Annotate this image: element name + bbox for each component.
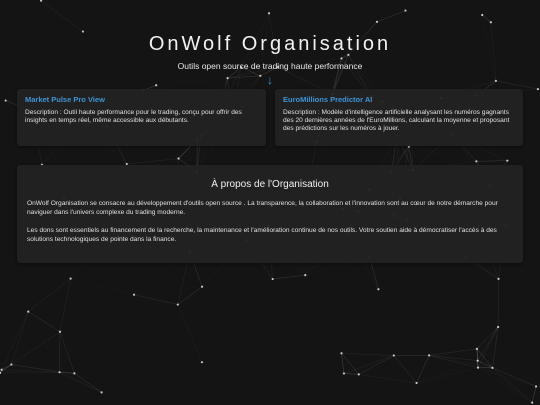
network-node xyxy=(475,160,477,162)
project-title[interactable]: EuroMillions Predictor AI xyxy=(283,95,373,104)
network-line xyxy=(11,332,60,365)
network-line xyxy=(492,368,532,403)
network-node xyxy=(495,80,497,82)
network-line xyxy=(429,327,498,355)
network-node xyxy=(27,311,29,313)
network-node xyxy=(59,331,61,333)
network-node xyxy=(477,360,479,362)
network-line xyxy=(496,81,538,89)
network-line xyxy=(342,289,379,353)
project-title[interactable]: Market Pulse Pro View xyxy=(25,95,105,104)
network-node xyxy=(133,294,135,296)
network-line xyxy=(344,356,394,374)
network-line xyxy=(305,275,378,289)
network-node xyxy=(506,160,508,162)
network-node xyxy=(201,361,203,363)
page-title: OnWolf Organisation xyxy=(148,33,392,55)
network-node xyxy=(535,385,537,387)
network-line xyxy=(60,279,71,332)
network-node xyxy=(201,286,203,288)
network-line xyxy=(417,349,477,383)
network-node xyxy=(268,12,270,14)
network-line xyxy=(478,361,532,403)
network-line xyxy=(134,295,178,305)
network-node xyxy=(259,75,261,77)
network-line xyxy=(429,355,478,367)
network-line xyxy=(478,368,536,387)
network-line xyxy=(273,275,306,279)
network-line xyxy=(417,361,478,383)
network-line xyxy=(41,1,83,32)
network-node xyxy=(177,303,179,305)
about-paragraph: Les dons sont essentiels au financement de la recherche, la maintenance et l'amélioration continue de nos outils. Votre soutien aide à démocratiser l'accès à des solutions technologiques de pointe dans la finance. xyxy=(27,227,497,243)
network-node xyxy=(1,369,3,371)
project-card-euromillions[interactable] xyxy=(275,89,523,146)
about-title: À propos de l'Organisation xyxy=(211,179,329,190)
network-line xyxy=(477,279,499,349)
network-node xyxy=(491,367,493,369)
network-node xyxy=(10,363,12,365)
network-line xyxy=(134,287,202,295)
network-node xyxy=(5,99,7,101)
network-line xyxy=(74,373,101,392)
network-line xyxy=(344,373,417,383)
network-line xyxy=(429,355,478,360)
network-node xyxy=(155,84,157,86)
network-line xyxy=(11,312,28,365)
network-line xyxy=(28,312,59,373)
network-node xyxy=(304,274,306,276)
page-subtitle: Outils open source de trading haute performance xyxy=(177,61,363,71)
network-line xyxy=(28,279,70,312)
network-node xyxy=(100,391,102,393)
network-node xyxy=(408,146,410,148)
network-line xyxy=(60,332,74,374)
network-line xyxy=(60,332,102,393)
network-node xyxy=(226,77,228,79)
network-node xyxy=(497,278,499,280)
network-line xyxy=(359,355,429,374)
network-node xyxy=(70,277,72,279)
network-line xyxy=(429,349,477,356)
network-node xyxy=(393,354,395,356)
network-node xyxy=(404,9,406,11)
network-node xyxy=(177,157,179,159)
network-line xyxy=(342,353,394,355)
about-section xyxy=(17,165,523,263)
network-node xyxy=(343,372,345,374)
network-line xyxy=(476,161,507,162)
network-node xyxy=(497,326,499,328)
network-node xyxy=(531,402,533,404)
network-line xyxy=(342,353,344,373)
about-paragraph: OnWolf Organisation se consacre au développement d'outils open source . La transparence, la collaboration et l'innovation sont au cœur de notre démarche pour naviguer dans l'univers complexe du trading moderne. xyxy=(27,200,498,216)
network-line xyxy=(377,11,406,22)
network-line xyxy=(532,386,536,402)
network-node xyxy=(477,367,479,369)
project-card-market-pulse[interactable] xyxy=(17,89,266,146)
network-line xyxy=(359,356,394,375)
network-node xyxy=(358,373,360,375)
network-line xyxy=(60,372,102,392)
network-line xyxy=(178,305,202,363)
network-line xyxy=(417,368,478,383)
network-node xyxy=(73,372,75,374)
network-node xyxy=(481,14,483,16)
network-node xyxy=(377,288,379,290)
network-node xyxy=(272,278,274,280)
project-description: Description : Modèle d'intelligence artificielle analysant les numéros gagnants des 20 dernières années de l'EuroMillions, calculant la moyenne et proposant des prédictions sur les numéros à jouer. xyxy=(283,109,510,132)
network-node xyxy=(428,354,430,356)
network-node xyxy=(415,382,417,384)
network-line xyxy=(156,78,227,85)
network-line xyxy=(202,279,273,287)
network-line xyxy=(28,312,60,332)
project-description: Description : Outil haute performance pour le trading, conçu pour offrir des insights en temps réel, même accessible aux débutants. xyxy=(25,109,242,124)
arrow-down-icon: ↓ xyxy=(267,73,273,87)
network-node xyxy=(340,57,342,59)
network-node xyxy=(476,348,478,350)
network-node xyxy=(537,88,539,90)
network-node xyxy=(490,21,492,23)
network-node xyxy=(376,21,378,23)
network-node xyxy=(340,352,342,354)
network-line xyxy=(378,289,393,355)
network-line xyxy=(71,279,134,295)
network-node xyxy=(58,371,60,373)
network-line xyxy=(478,361,536,387)
